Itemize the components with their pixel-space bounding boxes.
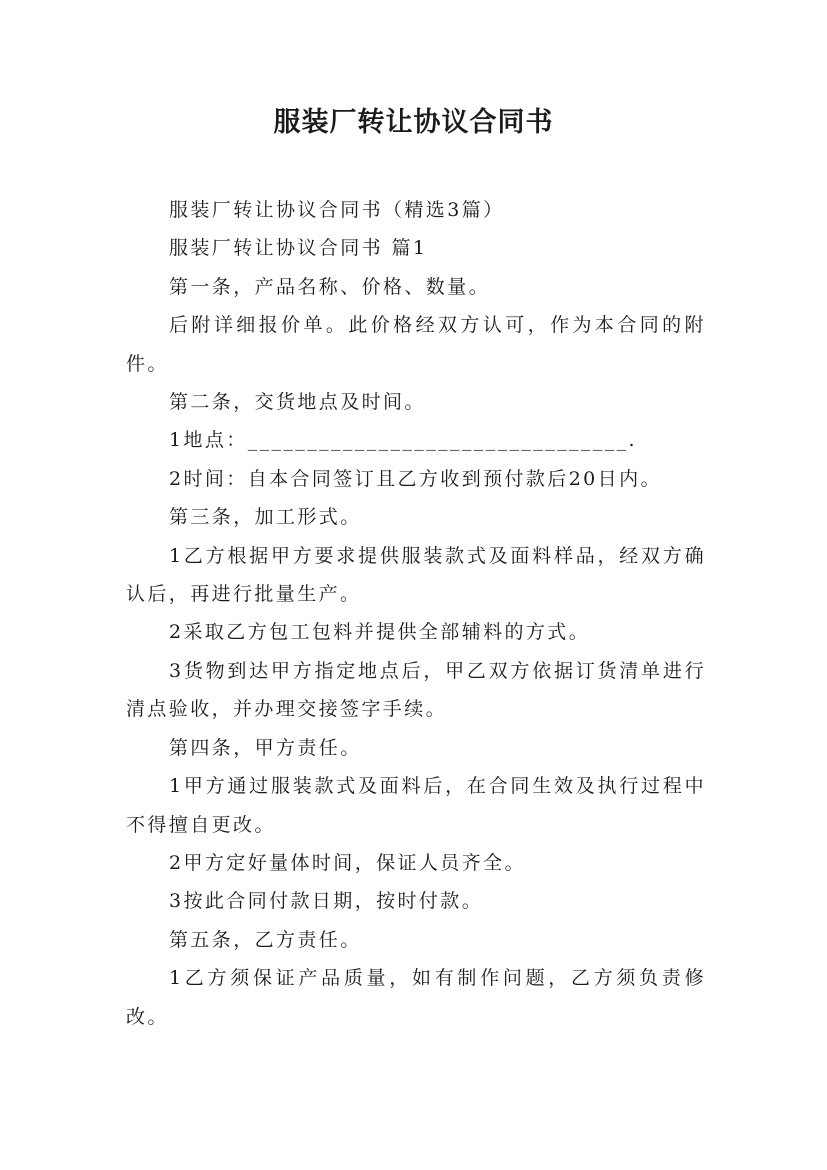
paragraph: 1乙方须保证产品质量，如有制作问题，乙方须负责修改。 (126, 967, 706, 1028)
paragraph-section-heading: 服装厂转让协议合同书 篇1 (169, 237, 428, 260)
paragraph-article-3: 第三条，加工形式。 (169, 506, 362, 529)
paragraph-article-1: 第一条，产品名称、价格、数量。 (169, 275, 491, 298)
paragraph: 1甲方通过服装款式及面料后，在合同生效及执行过程中不得擅自更改。 (126, 775, 706, 836)
paragraph-article-5: 第五条，乙方责任。 (169, 928, 362, 951)
paragraph: 3货物到达甲方指定地点后，甲乙双方依据订货清单进行清点验收，并办理交接签字手续。 (126, 659, 706, 721)
paragraph: 2甲方定好量体时间，保证人员齐全。 (169, 851, 526, 874)
paragraph-subtitle: 服装厂转让协议合同书（精选3篇） (169, 199, 505, 221)
document-title: 服装厂转让协议合同书 (273, 107, 554, 138)
paragraph: 3按此合同付款日期，按时付款。 (169, 890, 484, 913)
paragraph-article-4: 第四条，甲方责任。 (169, 736, 362, 759)
paragraph: 1乙方根据甲方要求提供服装款式及面料样品，经双方确认后，再进行批量生产。 (126, 544, 706, 606)
paragraph-location-blank: 1地点：________________________________. (169, 429, 637, 452)
document-body (126, 191, 706, 1036)
paragraph: 2时间：自本合同签订且乙方收到预付款后20日内。 (169, 467, 662, 490)
paragraph-article-2: 第二条，交货地点及时间。 (169, 391, 426, 414)
paragraph: 2采取乙方包工包料并提供全部辅料的方式。 (169, 621, 591, 644)
paragraph: 后附详细报价单。此价格经双方认可，作为本合同的附件。 (126, 314, 706, 375)
